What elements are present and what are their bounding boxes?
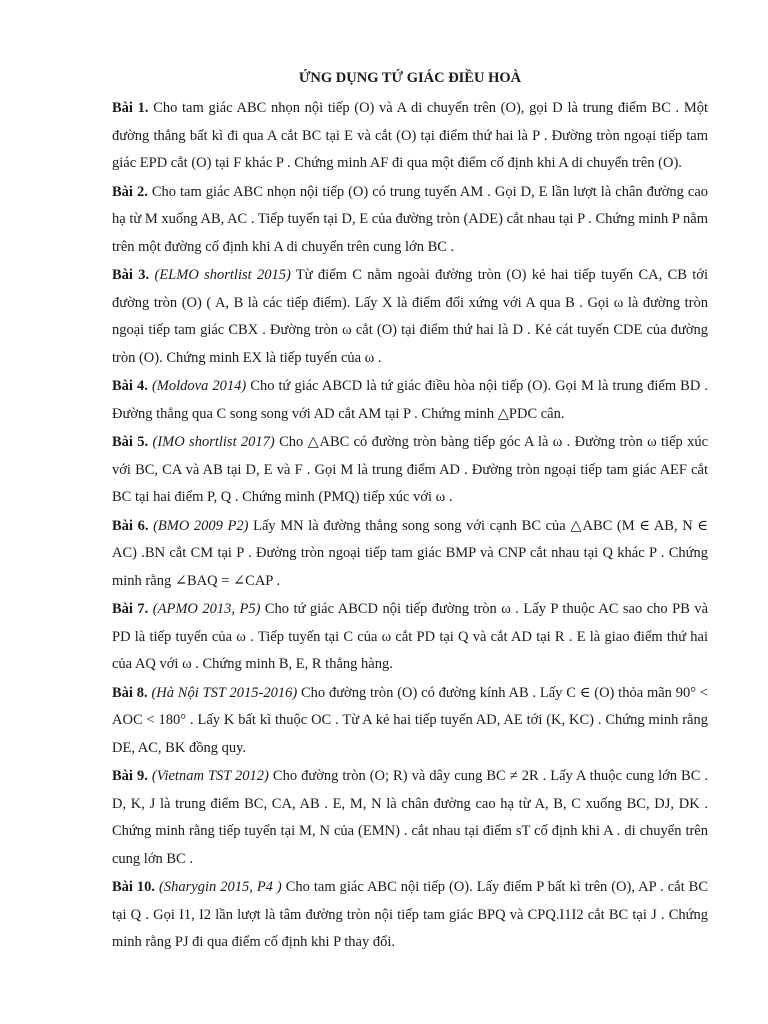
problem-source: (Vietnam TST 2012) xyxy=(151,768,269,784)
problem-label: Bài 3. xyxy=(112,267,150,283)
problem-text: Cho tam giác ABC nội tiếp (O). Lấy điểm P bất kì trên (O), AP . cắt BC tại Q . Gọi I1, I2 lần lượt là tâm đường tròn nội tiếp tam giác BPQ và CPQ.I1I2 cắt BC tại J . Chứng minh rằng PJ đi qua điểm cố định khi P thay đổi. xyxy=(112,879,708,950)
problem-label: Bài 7. xyxy=(112,601,149,617)
problem-text: Cho tứ giác ABCD nội tiếp đường tròn ω . Lấy P thuộc AC sao cho PB và PD là tiếp tuyến của ω . Tiếp tuyến tại C của ω cắt PD tại Q và cắt AD tại R . E là giao điểm thứ hai của AQ với ω . Chứng minh B, E, R thẳng hàng. xyxy=(112,601,709,672)
problem-label: Bài 2. xyxy=(112,183,148,200)
problem-label: Bài 8. xyxy=(112,684,148,701)
problem-label: Bài 1. xyxy=(112,100,149,116)
problem-4 xyxy=(112,373,708,428)
problem-8 xyxy=(112,680,708,763)
problem-3 xyxy=(112,262,708,372)
problem-label: Bài 4. xyxy=(112,378,148,394)
problem-label: Bài 5. xyxy=(112,434,149,450)
problem-label: Bài 9. xyxy=(112,768,148,784)
problem-text: Cho tam giác ABC nhọn nội tiếp (O) có trung tuyến AM . Gọi D, E lần lượt là chân đường cao hạ từ M xuống AB, AC . Tiếp tuyến tại D, E của đường tròn (ADE) cắt nhau tại P . Chứng minh P nằm trên một đường cố định khi A di chuyển trên cung lớn BC . xyxy=(112,183,709,255)
problem-text: Cho đường tròn (O) có đường kính AB . Lấy C ∈ (O) thỏa mãn 90° < AOC < 180° . Lấy K bất kì thuộc OC . Từ A kẻ hai tiếp tuyến AD, AE tới (K, KC) . Chứng minh rằng DE, AC, BK đồng quy. xyxy=(112,684,709,756)
problem-10 xyxy=(112,874,708,957)
problem-text: Cho tam giác ABC nhọn nội tiếp (O) và A di chuyển trên (O), gọi D là trung điểm BC . Một đường thẳng bất kì đi qua A cắt BC tại E và cắt (O) tại điểm thứ hai là P . Đường tròn ngoại tiếp tam giác EPD cắt (O) tại F khác P . Chứng minh AF đi qua một điểm cố định khi A di chuyển trên (O). xyxy=(112,100,709,171)
problem-source: (Moldova 2014) xyxy=(151,378,247,394)
problem-source: (Sharygin 2015, P4 ) xyxy=(159,879,282,895)
problem-text: Cho △ABC có đường tròn bàng tiếp góc A là ω . Đường tròn ω tiếp xúc với BC, CA và AB tại D, E và F . Gọi M là trung điểm AD . Đường tròn ngoại tiếp tam giác AEF cắt BC tại hai điểm P, Q . Chứng minh (PMQ) tiếp xúc với ω . xyxy=(112,434,709,505)
problem-source: (BMO 2009 P2) xyxy=(153,517,249,534)
problem-label: Bài 6. xyxy=(112,517,149,534)
problem-label: Bài 10. xyxy=(112,879,156,895)
problem-9 xyxy=(112,763,708,873)
problem-text: Từ điểm C nằm ngoài đường tròn (O) kẻ hai tiếp tuyến CA, CB tới đường tròn (O) ( A, B là các tiếp điểm). Lấy X là điểm đối xứng với A qua B . Gọi ω là đường tròn ngoại tiếp tam giác CBX . Đường tròn ω cắt (O) tại điểm thứ hai là D . Kẻ cát tuyến CDE của đường tròn (O). Chứng minh EX là tiếp tuyến của ω . xyxy=(112,267,708,366)
problem-source: (APMO 2013, P5) xyxy=(152,601,261,617)
problem-source: (ELMO shortlist 2015) xyxy=(154,267,291,283)
document-title: ỨNG DỤNG TỨ GIÁC ĐIỀU HOÀ xyxy=(298,70,522,86)
problem-text: Lấy MN là đường thẳng song song với cạnh BC của △ABC (M ∈ AB, N ∈ AC) .BN cắt CM tại P . Đường tròn ngoại tiếp tam giác BMP và CNP cắt nhau tại Q khác P . Chứng minh rằng ∠BAQ = ∠CAP . xyxy=(112,517,709,589)
problem-text: Cho đường tròn (O; R) và dây cung BC ≠ 2R . Lấy A thuộc cung lớn BC . D, K, J là trung điểm BC, CA, AB . E, M, N là chân đường cao hạ từ A, B, C xuống BC, DJ, DK . Chứng minh rằng tiếp tuyến tại M, N của (EMN) . cắt nhau tại điểm sT cố định khi A . di chuyển trên cung lớn BC . xyxy=(112,768,709,867)
problem-1 xyxy=(112,95,708,178)
problem-7 xyxy=(112,596,708,679)
problem-text: Cho tứ giác ABCD là tứ giác điều hòa nội tiếp (O). Gọi M là trung điểm BD . Đường thẳng qua C song song với AD cắt AM tại P . Chứng minh △PDC cân. xyxy=(112,378,708,422)
problem-2 xyxy=(112,179,708,262)
problem-source: (IMO shortlist 2017) xyxy=(152,434,275,450)
problem-5 xyxy=(112,429,708,512)
problem-source: (Hà Nội TST 2015-2016) xyxy=(151,684,298,701)
problem-6 xyxy=(112,513,708,596)
